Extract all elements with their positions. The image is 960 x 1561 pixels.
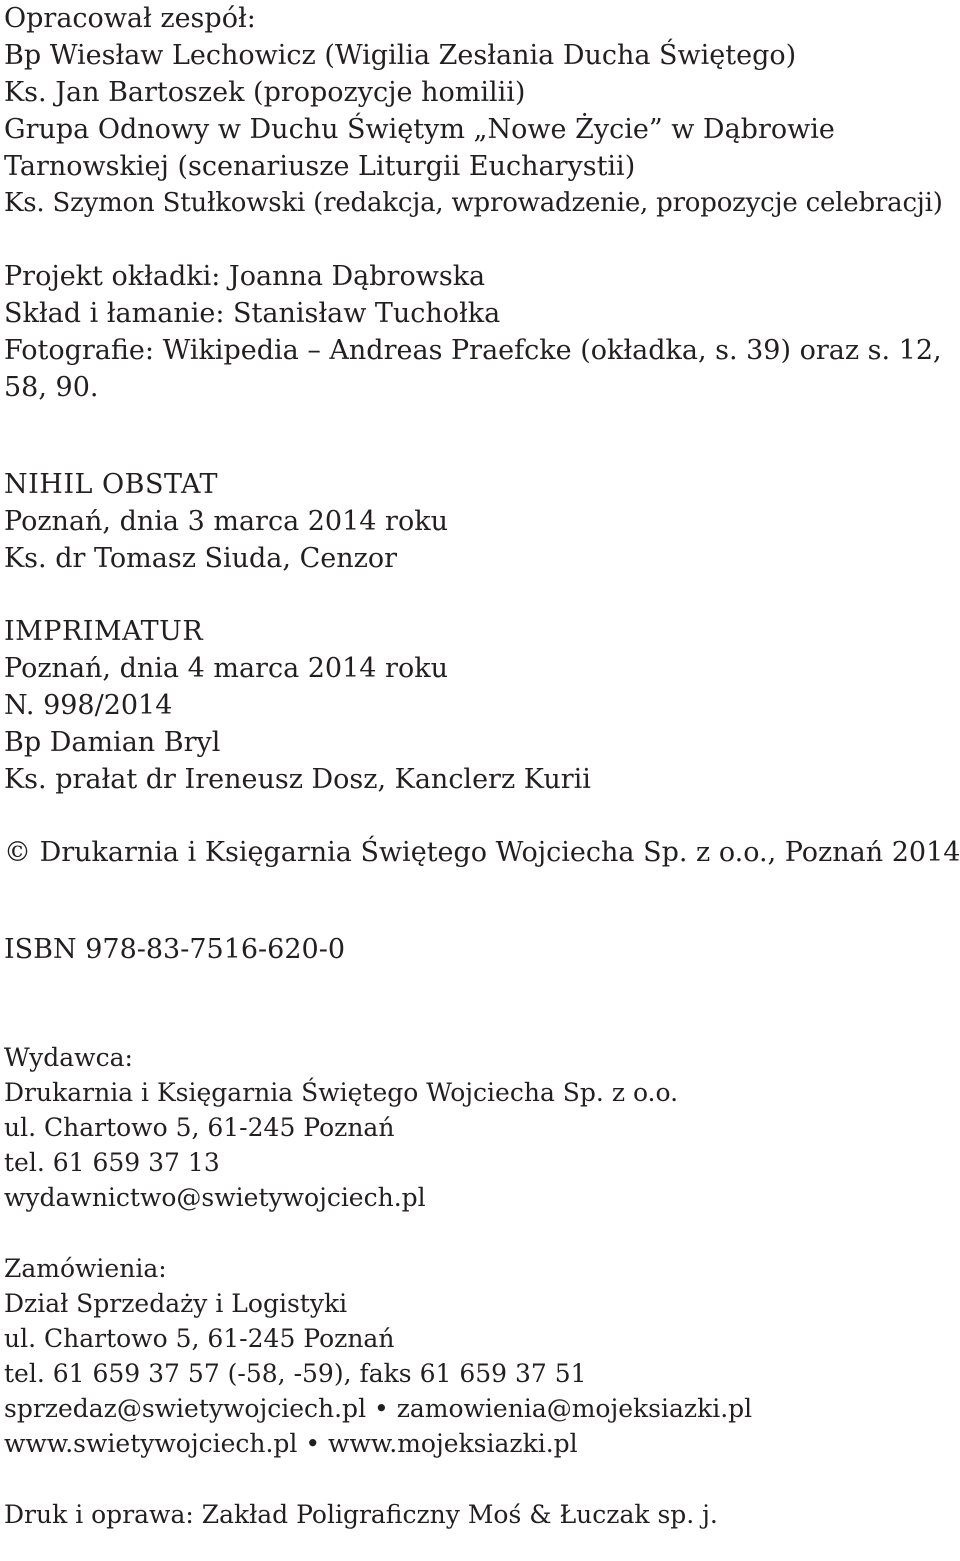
nihil-obstat-heading: NIHIL OBSTAT	[4, 469, 219, 500]
chancellor-name: Ks. prałat dr Ireneusz Dosz, Kanclerz Kurii	[4, 764, 591, 795]
orders-websites: www.swietywojciech.pl • www.mojeksiazki.pl	[4, 1429, 578, 1458]
orders-address: ul. Chartowo 5, 61-245 Poznań	[4, 1324, 395, 1353]
orders-heading: Zamówienia:	[4, 1254, 167, 1283]
copyright-notice: © Drukarnia i Księgarnia Świętego Wojciecha Sp. z o.o., Poznań 2014	[4, 837, 960, 868]
orders-emails: sprzedaz@swietywojciech.pl • zamowienia@mojeksiazki.pl	[4, 1394, 753, 1423]
cover-credit: Projekt okładki: Joanna Dąbrowska	[4, 261, 486, 292]
isbn-number: ISBN 978-83-7516-620-0	[4, 934, 346, 965]
nihil-obstat-section	[4, 466, 960, 577]
isbn-section	[4, 931, 960, 968]
team-line-4: Tarnowskiej (scenariusze Liturgii Eucharystii)	[4, 151, 636, 182]
credits-section	[4, 258, 960, 406]
team-heading: Opracował zespół:	[4, 3, 256, 34]
imprimatur-section	[4, 613, 960, 798]
team-line-2: Ks. Jan Bartoszek (propozycje homilii)	[4, 77, 526, 108]
typesetting-credit: Skład i łamanie: Stanisław Tuchołka	[4, 298, 501, 329]
publisher-name: Drukarnia i Księgarnia Świętego Wojciecha Sp. z o.o.	[4, 1078, 679, 1107]
orders-department: Dział Sprzedaży i Logistyki	[4, 1289, 348, 1318]
team-line-1: Bp Wiesław Lechowicz (Wigilia Zesłania Ducha Świętego)	[4, 40, 797, 71]
team-line-5: Ks. Szymon Stułkowski (redakcja, wprowadzenie, propozycje celebracji)	[4, 188, 943, 218]
team-section	[4, 0, 960, 222]
censor-name: Ks. dr Tomasz Siuda, Cenzor	[4, 543, 397, 574]
publisher-address: ul. Chartowo 5, 61-245 Poznań	[4, 1113, 395, 1142]
imprimatur-date: Poznań, dnia 4 marca 2014 roku	[4, 653, 448, 684]
publisher-heading: Wydawca:	[4, 1043, 133, 1072]
imprimatur-number: N. 998/2014	[4, 690, 173, 721]
orders-phone: tel. 61 659 37 57 (-58, -59), faks 61 659 37 51	[4, 1359, 587, 1388]
orders-section	[4, 1251, 960, 1461]
publisher-phone: tel. 61 659 37 13	[4, 1148, 220, 1177]
nihil-obstat-date: Poznań, dnia 3 marca 2014 roku	[4, 506, 448, 537]
team-line-3: Grupa Odnowy w Duchu Świętym „Nowe Życie” w Dąbrowie	[4, 114, 835, 145]
copyright-section	[4, 834, 960, 871]
photo-credit: Fotografie: Wikipedia – Andreas Praefcke (okładka, s. 39) oraz s. 12, 58, 90.	[4, 335, 942, 403]
imprimatur-heading: IMPRIMATUR	[4, 616, 204, 647]
publisher-email: wydawnictwo@swietywojciech.pl	[4, 1183, 426, 1212]
printing-credit: Druk i oprawa: Zakład Poligraficzny Moś & Łuczak sp. j.	[4, 1500, 718, 1529]
printing-section	[4, 1497, 960, 1532]
bishop-name: Bp Damian Bryl	[4, 727, 221, 758]
publisher-section	[4, 1040, 960, 1215]
